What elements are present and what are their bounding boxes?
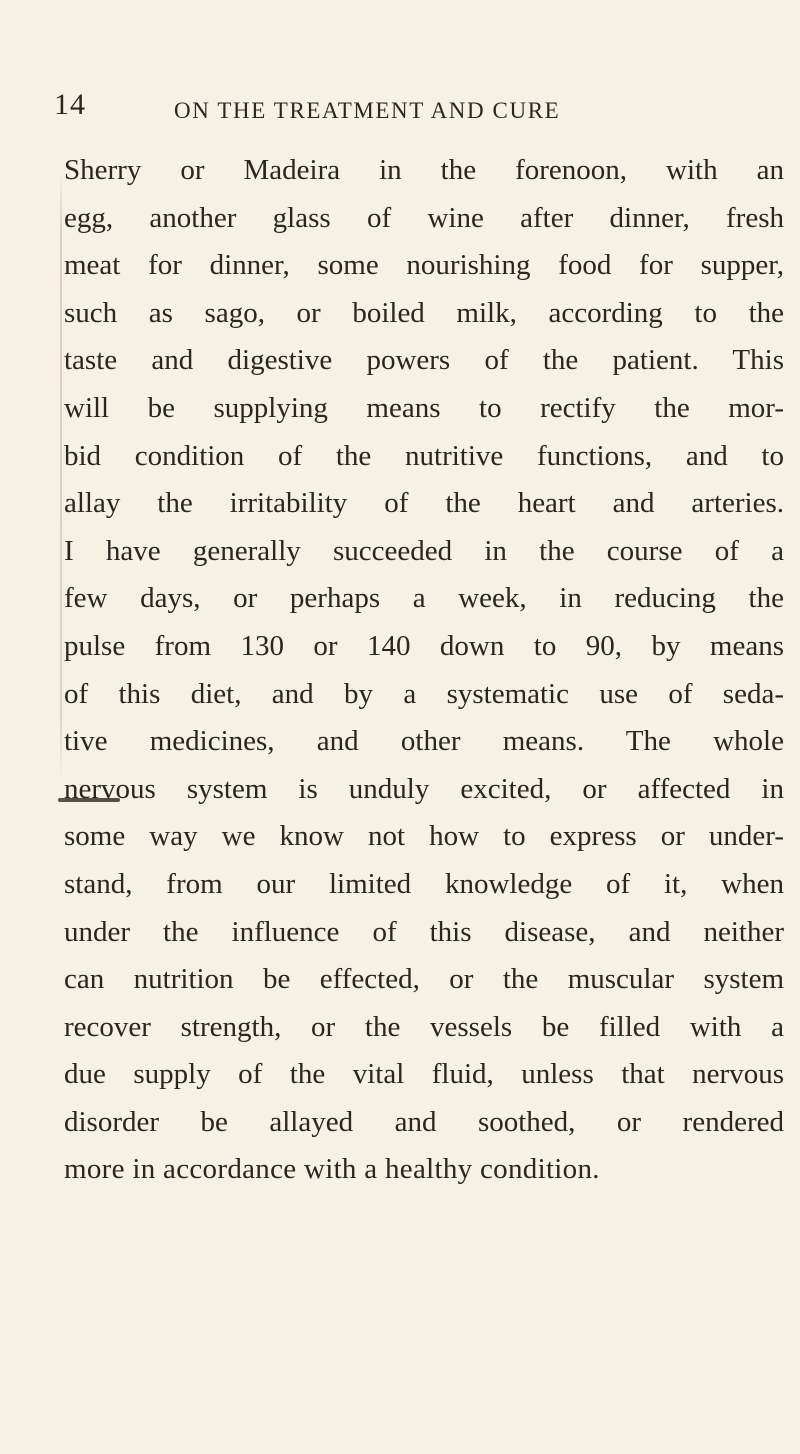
text-line: nervous system is unduly excited, or affected in — [64, 772, 784, 805]
text-line: egg, another glass of wine after dinner, fresh — [64, 201, 784, 234]
body-text — [64, 147, 784, 1194]
text-line: I have generally succeeded in the course of a — [64, 534, 784, 567]
text-line: under the influence of this disease, and neither — [64, 915, 784, 948]
text-line: such as sago, or boiled milk, according to the — [64, 296, 784, 329]
text-line: few days, or perhaps a week, in reducing the — [64, 582, 784, 615]
text-line: disorder be allayed and soothed, or rendered — [64, 1105, 784, 1138]
text-line: taste and digestive powers of the patient. This — [64, 344, 784, 377]
text-line: can nutrition be effected, or the muscular system — [64, 963, 784, 996]
text-line: pulse from 130 or 140 down to 90, by means — [64, 629, 784, 662]
text-line: due supply of the vital fluid, unless that nervous — [64, 1058, 784, 1091]
text-line: allay the irritability of the heart and arteries. — [64, 487, 784, 520]
text-line: more in accordance with a healthy condition. — [64, 1153, 600, 1186]
text-line: some way we know not how to express or under- — [64, 820, 784, 853]
text-line: meat for dinner, some nourishing food for supper, — [64, 249, 784, 282]
margin-shadow — [60, 170, 62, 780]
running-head: ON THE TREATMENT AND CURE — [174, 98, 561, 123]
text-line: stand, from our limited knowledge of it, when — [64, 867, 784, 900]
text-line: of this diet, and by a systematic use of seda- — [64, 677, 784, 710]
text-line: tive medicines, and other means. The whole — [64, 725, 784, 758]
text-line: Sherry or Madeira in the forenoon, with an — [64, 154, 784, 186]
text-line: bid condition of the nutritive functions, and to — [64, 439, 784, 472]
text-line: recover strength, or the vessels be filled with a — [64, 1010, 784, 1043]
text-line: will be supplying means to rectify the mor- — [64, 391, 784, 424]
page-number: 14 — [54, 88, 86, 121]
